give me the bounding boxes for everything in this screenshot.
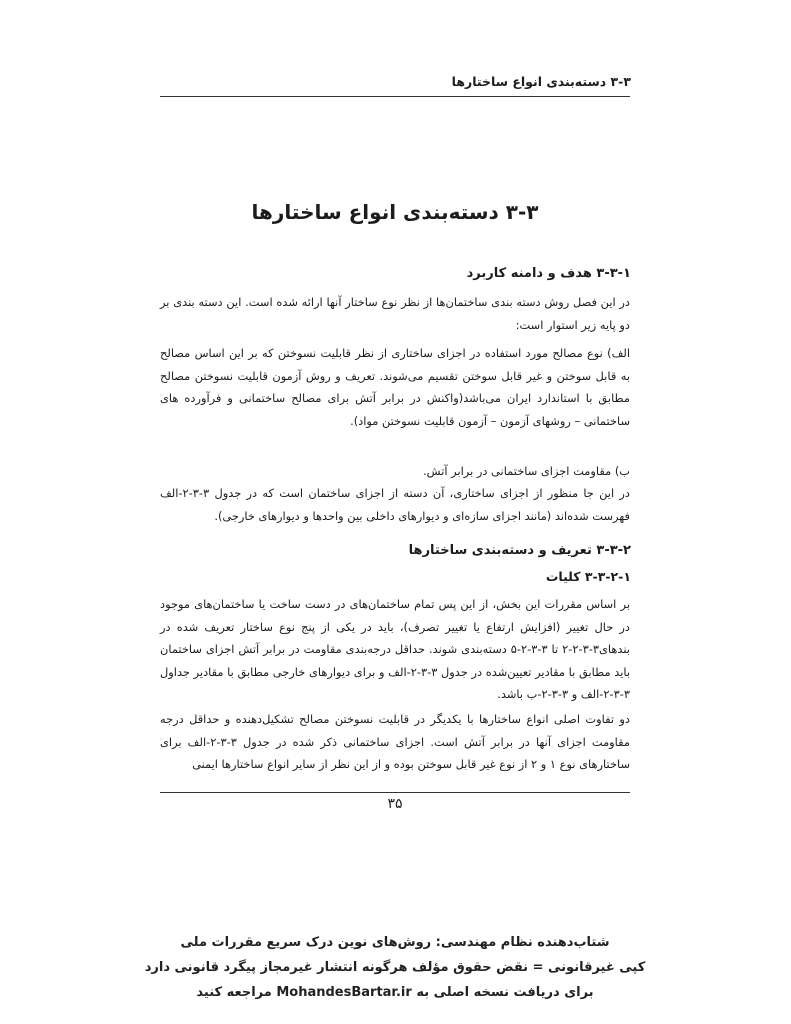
watermark-line-2: کپی غیرقانونی = نقض حقوق مؤلف هرگونه انتشار غیرمجاز پیگرد قانونی دارد (144, 960, 646, 975)
item-a-paragraph: الف) نوع مصالح مورد استفاده در اجزای ساختاری از نظر قابلیت نسوختن که بر این اساس مصالح به قابل سوختن و غیر قابل سوختن تقسیم می‌شوند. تعریف و روش آزمون قابلیت نسوختن مصالح مطابق با استاندارد ایران می‌باشد(واکنش در برابر آتش برای مصالح ساختمانی و فرآورده های ساختمانی – روشهای آزمون – آزمون قابلیت نسوختن مواد). (160, 346, 630, 428)
watermark-notice (130, 930, 660, 1005)
item-b-paragraph: در این جا منظور از اجزای ساختاری، آن دسته از اجزای ساختمان است که در جدول ۳-۳-۲-الف فهرست شده‌اند (مانند اجزای سازه‌ای و دیوارهای داخلی بین واحدها و دیوارهای خارجی). (160, 486, 630, 523)
watermark-line-1: شتاب‌دهنده نظام مهندسی: روش‌های نوین درک سریع مقررات ملی (180, 935, 610, 950)
running-header: ۳-۳ دسته‌بندی انواع ساختارها (451, 74, 631, 89)
watermark-line-3: برای دریافت نسخه اصلی به MohandesBartar.ir مراجعه کنید (196, 985, 594, 1000)
chapter-title: ۳-۳ دسته‌بندی انواع ساختارها (251, 200, 539, 224)
item-b-label: ب) مقاومت اجزای ساختمانی در برابر آتش. (423, 464, 630, 478)
general-paragraph: بر اساس مقررات این بخش، از این پس تمام ساختمان‌های در دست ساخت یا ساختمان‌های موجود در حال تغییر (افزایش ارتفاع یا تغییر تصرف)، باید در یکی از پنج نوع ساختار تعریف شده در بندهای۳-۳-۲-۲ تا ۳-۳-۲-۵ دسته‌بندی شوند. حداقل درجه‌بندی مقاومت در برابر آتش اجزای ساختمان باید مطابق با مقادیر تعیین‌شده در جدول ۳-۳-۲-الف و برای دیوارهای خارجی مطابق با مقادیر جداول ۳-۳-۲-الف و ۳-۳-۲-ب باشد. (160, 597, 631, 701)
section-heading-definitions: ۳-۳-۲ تعریف و دسته‌بندی ساختارها (408, 543, 631, 558)
differences-paragraph: دو تفاوت اصلی انواع ساختارها با یکدیگر در قابلیت نسوختن مصالح تشکیل‌دهنده و حداقل درجه مقاومت اجزای آنها در برابر آتش است. اجزای ساختمانی ذکر شده در جدول ۳-۳-۲-الف برای ساختارهای نوع ۱ و ۲ از نوع غیر قابل سوختن بوده و از این نظر از سایر انواع ساختارها ایمنی (160, 712, 630, 771)
page-number: ۳۵ (387, 796, 403, 812)
section-heading-scope: ۳-۳-۱ هدف و دامنه کاربرد (466, 266, 631, 281)
header-divider (160, 96, 630, 97)
subsection-heading-general: ۳-۳-۲-۱ کلیات (545, 569, 631, 584)
footer-divider (160, 792, 630, 793)
section-intro-paragraph: در این فصل روش دسته بندی ساختمان‌ها از نظر نوع ساختار آنها ارائه شده است. این دسته بندی بر دو پایه زیر استوار است: (160, 295, 630, 332)
